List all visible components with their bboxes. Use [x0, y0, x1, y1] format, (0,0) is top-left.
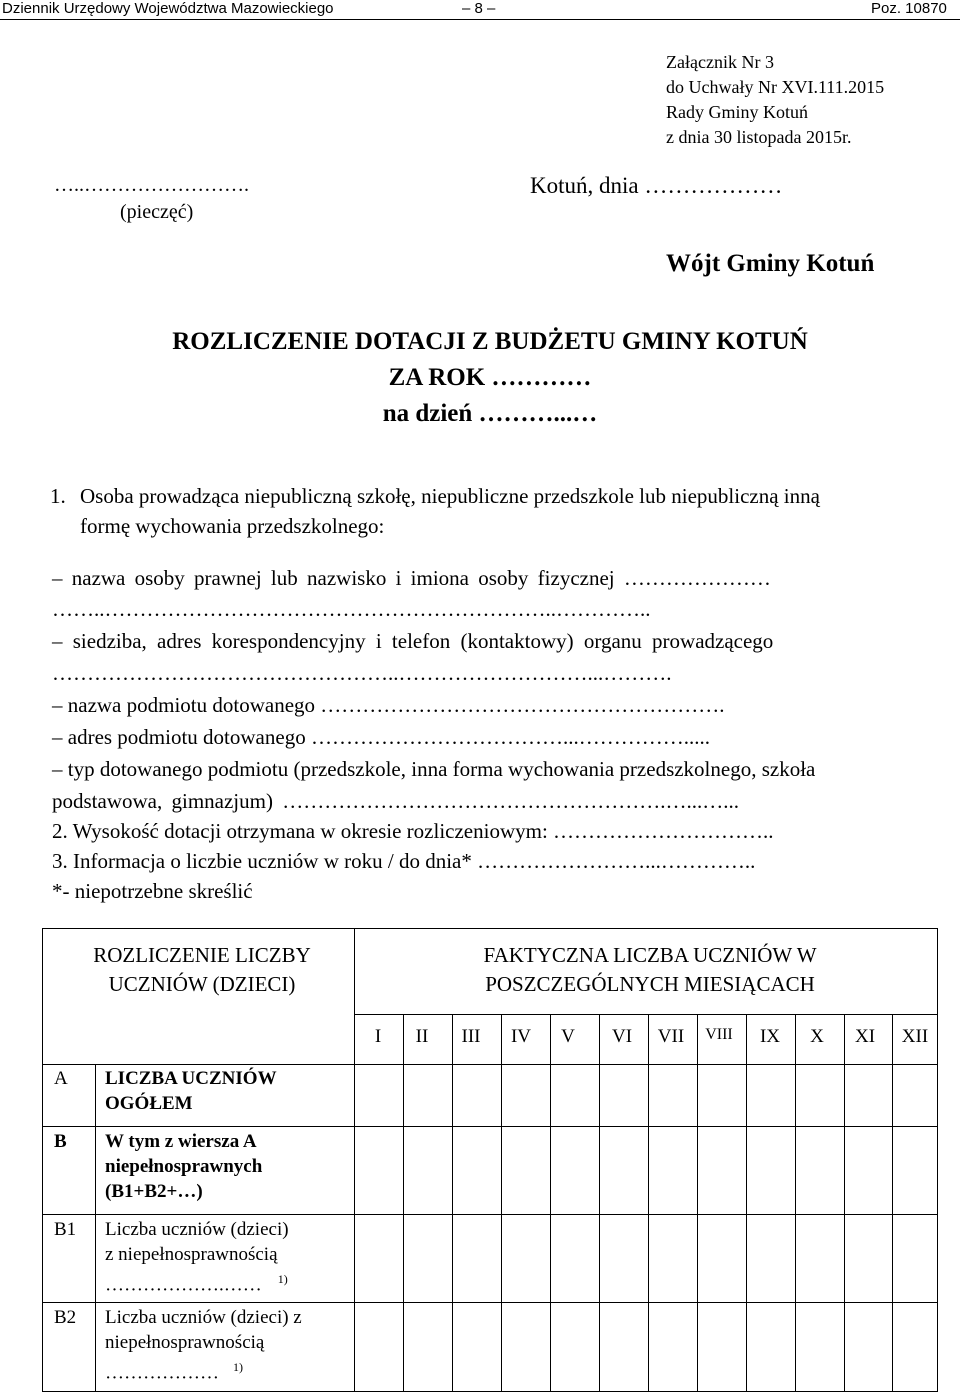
header-text: FAKTYCZNA LICZBA UCZNIÓW W — [483, 943, 817, 967]
row-code: A — [54, 1068, 68, 1089]
table-rule — [42, 1302, 938, 1303]
month-header: X — [810, 1026, 824, 1047]
section1-text: Osoba prowadząca niepubliczną szkołę, niepubliczne przedszkole lub niepubliczną inną — [80, 484, 820, 508]
month-header: VI — [611, 1026, 633, 1047]
publication-name: Dziennik Urzędowy Województwa Mazowieckiego — [2, 0, 334, 17]
row-label-line: niepełnosprawnych — [105, 1156, 263, 1177]
annex-line: Rady Gminy Kotuń — [666, 102, 808, 122]
entity-address-line: – adres podmiotu dotowanego ………………………………...……………..... — [52, 725, 710, 749]
title-year: ZA ROK ………… — [388, 364, 592, 391]
table-rule — [42, 1214, 938, 1215]
table-divider — [892, 1014, 893, 1392]
header-text: UCZNIÓW (DZIECI) — [108, 972, 296, 996]
table-divider — [746, 1014, 747, 1392]
month-header: V — [561, 1026, 575, 1047]
footnote-mark: 1) — [277, 1272, 288, 1286]
stamp-field: …..……………………. — [54, 174, 249, 196]
entity-type-dots: podstawowa, gimnazjum) ……………………………………………….…...…... — [52, 789, 739, 813]
month-header: IX — [759, 1026, 781, 1047]
table-divider — [795, 1014, 796, 1392]
row-label-line: niepełnosprawnością — [105, 1332, 265, 1353]
document-title: ROZLICZENIE DOTACJI Z BUDŻETU GMINY KOTUŃ — [172, 328, 808, 355]
annex-block — [666, 50, 884, 150]
row-label-line: (B1+B2+…) — [105, 1181, 203, 1202]
row-label — [105, 1066, 277, 1116]
entity-name-line: – nazwa podmiotu dotowanego …………………………………………………. — [52, 693, 725, 717]
row-code: B — [54, 1131, 67, 1152]
table-divider — [452, 1014, 453, 1392]
legal-name-dots: ……..………………………………………………………..………….. — [52, 597, 651, 621]
address-line: – siedziba, adres korespondencyjny i telefon (kontaktowy) organu prowadzącego — [52, 629, 774, 653]
row-label-line: OGÓŁEM — [105, 1093, 193, 1114]
student-count-line: 3. Informacja o liczbie uczniów w roku / do dnia* ……………………...………….. — [52, 849, 756, 873]
table-rule — [354, 1014, 938, 1015]
row-label-line: LICZBA UCZNIÓW — [105, 1068, 277, 1089]
row-label-line: Liczba uczniów (dzieci) — [105, 1219, 289, 1240]
row-label — [105, 1129, 262, 1204]
legal-name-line: – nazwa osoby prawnej lub nazwisko i imiona osoby fizycznej ………………… — [52, 566, 771, 590]
table-divider — [550, 1014, 551, 1392]
row-code: B2 — [54, 1307, 77, 1328]
place-date: Kotuń, dnia ……………… — [530, 173, 783, 198]
month-header: XI — [854, 1026, 876, 1047]
row-label-line: Liczba uczniów (dzieci) z — [105, 1307, 302, 1328]
addressee: Wójt Gminy Kotuń — [666, 250, 875, 277]
month-header: XII — [901, 1026, 929, 1047]
table-divider — [697, 1014, 698, 1392]
table-rule — [42, 1064, 938, 1065]
stamp-label: (pieczęć) — [120, 201, 194, 223]
row-label-line: ……………… — [105, 1362, 219, 1384]
table-divider — [844, 1014, 845, 1392]
month-header: II — [415, 1026, 429, 1047]
section-number: 1. — [50, 484, 66, 508]
table-header-left — [82, 941, 322, 999]
footnote: *- niepotrzebne skreślić — [52, 879, 253, 903]
row-label-line: z niepełnosprawnością — [105, 1244, 278, 1265]
row-label — [105, 1305, 302, 1385]
row-label-line: W tym z wiersza A — [105, 1131, 257, 1152]
table-divider — [501, 1014, 502, 1392]
month-header: IV — [510, 1026, 532, 1047]
month-header: I — [374, 1026, 382, 1047]
entity-type-line: – typ dotowanego podmiotu (przedszkole, inna forma wychowania przedszkolnego, szkoła — [52, 757, 816, 781]
annex-line: do Uchwały Nr XVI.111.2015 — [666, 77, 885, 97]
month-header: III — [461, 1026, 481, 1047]
row-code: B1 — [54, 1219, 77, 1240]
grant-amount-line: 2. Wysokość dotacji otrzymana w okresie rozliczeniowym: ………………………….. — [52, 819, 774, 843]
title-date: na dzień ………...… — [382, 400, 598, 427]
month-header: VIII — [705, 1026, 733, 1043]
table-divider — [95, 1064, 96, 1392]
table-divider — [354, 928, 355, 1392]
table-divider — [403, 1014, 404, 1392]
address-dots: …………………………………………..………………………...………. — [52, 661, 672, 685]
page-header — [0, 0, 960, 20]
footnote-mark: 1) — [233, 1360, 243, 1374]
table-rule — [42, 1126, 938, 1127]
header-text: ROZLICZENIE LICZBY — [93, 943, 311, 967]
annex-line: z dnia 30 listopada 2015r. — [666, 127, 852, 147]
annex-line: Załącznik Nr 3 — [666, 52, 774, 72]
row-label-line: ……………….…… — [105, 1274, 262, 1296]
table-divider — [648, 1014, 649, 1392]
section1-text: formę wychowania przedszkolnego: — [80, 514, 385, 538]
header-text: POSZCZEGÓLNYCH MIESIĄCACH — [485, 972, 815, 996]
row-label — [105, 1217, 289, 1297]
table-divider — [599, 1014, 600, 1392]
table-header-right — [440, 941, 860, 999]
month-header: VII — [657, 1026, 685, 1047]
page-number: – 8 – — [462, 0, 496, 17]
position-number: Poz. 10870 — [871, 0, 947, 17]
